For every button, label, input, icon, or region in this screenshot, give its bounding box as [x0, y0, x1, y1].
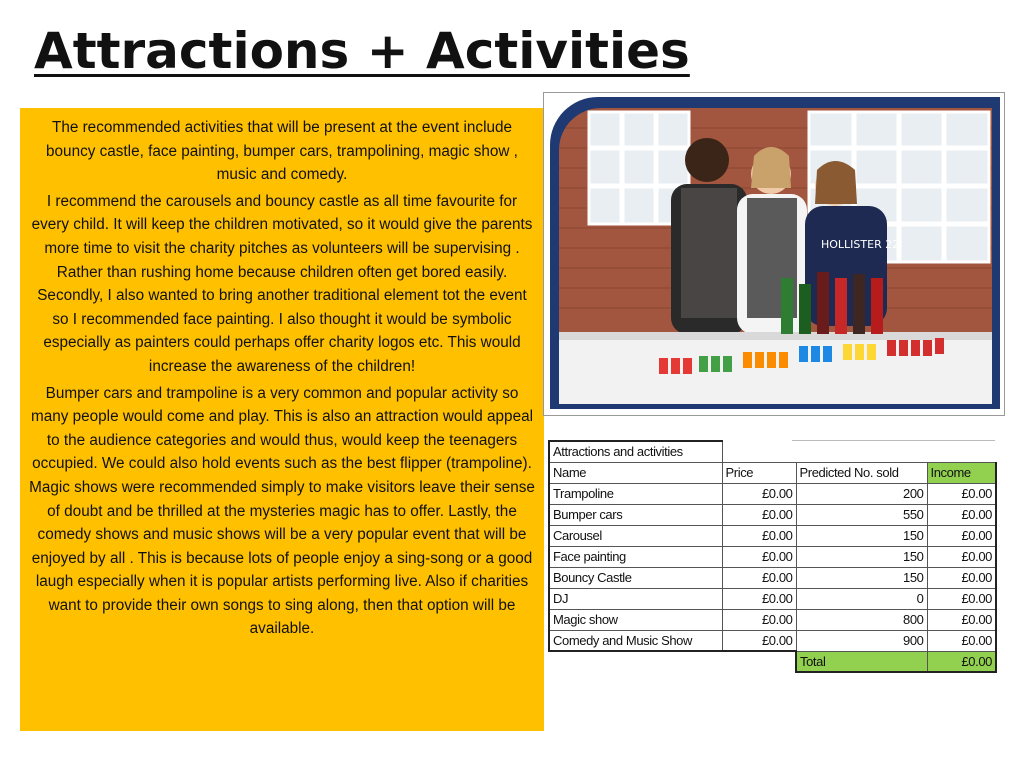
table-total-row: [549, 651, 996, 672]
row-predicted: 150: [796, 525, 927, 546]
row-income: £0.00: [927, 525, 996, 546]
table-row: [549, 483, 996, 504]
row-income: £0.00: [927, 609, 996, 630]
table-caption: Attractions and activities: [549, 441, 722, 462]
total-value: £0.00: [927, 651, 996, 672]
paragraph-recommendation: I recommend the carousels and bouncy castle as all time favourite for every child. It will keep the children motivated, so it would give the parents more time to visit the charity pitches as volunteers will be supervising . Rather than rushing home because children often get bored easily. Secondly, I also wanted to bring another traditional element tot the event so I recommended face painting. I also thought it would be symbolic especially as painters could perhaps offer charity logos etc. This would increase the awareness of the children!: [31, 192, 533, 375]
photo-frame: [550, 97, 1000, 409]
row-name: Face painting: [549, 546, 722, 567]
row-name: Comedy and Music Show: [549, 630, 722, 651]
row-name: Bouncy Castle: [549, 567, 722, 588]
row-price: £0.00: [722, 630, 796, 651]
description-textbox: [20, 108, 544, 731]
paragraph-intro: The recommended activities that will be present at the event include bouncy castle, face painting, bumper cars, trampolining, magic show , music and comedy.: [46, 119, 518, 184]
row-name: Trampoline: [549, 483, 722, 504]
photo-scene: [559, 108, 992, 404]
header-name: Name: [549, 462, 722, 483]
header-predicted: Predicted No. sold: [796, 462, 927, 483]
paragraph-details: Bumper cars and trampoline is a very common and popular activity so many people would come and play. This is also an attraction would appeal to the audience categories and would thus, would keep the teenagers occupied. We could also hold events such as the best flipper (trampoline). Magic shows were recommended simply to make visitors leave their sense of doubt and be thrilled at the mysteries magic has to offer. Lastly, the comedy shows and music shows will be a very popular event that will be enjoyed by all . This is because lots of people enjoy a sing-song or a good laugh especially when it is popular artists performing live. Also if charities want to provide their own songs to sing along, then that option will be available.: [29, 384, 535, 638]
row-predicted: 900: [796, 630, 927, 651]
row-price: £0.00: [722, 483, 796, 504]
table-caption-row: [549, 441, 996, 462]
table-row: [549, 609, 996, 630]
row-income: £0.00: [927, 483, 996, 504]
row-predicted: 800: [796, 609, 927, 630]
row-price: £0.00: [722, 567, 796, 588]
header-price: Price: [722, 462, 796, 483]
row-price: £0.00: [722, 609, 796, 630]
row-name: Bumper cars: [549, 504, 722, 525]
slide-title: Attractions + Activities: [34, 22, 690, 80]
table-row: [549, 588, 996, 609]
row-predicted: 550: [796, 504, 927, 525]
row-income: £0.00: [927, 567, 996, 588]
row-income: £0.00: [927, 546, 996, 567]
attractions-table: [548, 440, 997, 673]
event-photo: [543, 92, 1005, 416]
table-row: [549, 546, 996, 567]
row-name: DJ: [549, 588, 722, 609]
row-predicted: 0: [796, 588, 927, 609]
students-photo-illustration: [559, 108, 992, 404]
table-row: [549, 504, 996, 525]
total-label: Total: [796, 651, 927, 672]
header-income: Income: [927, 462, 996, 483]
table-row: [549, 525, 996, 546]
row-income: £0.00: [927, 588, 996, 609]
row-price: £0.00: [722, 588, 796, 609]
row-name: Carousel: [549, 525, 722, 546]
table-header-row: [549, 462, 996, 483]
income-table: [548, 440, 997, 673]
row-predicted: 150: [796, 546, 927, 567]
row-price: £0.00: [722, 504, 796, 525]
row-name: Magic show: [549, 609, 722, 630]
row-income: £0.00: [927, 630, 996, 651]
shirt-text: HOLLISTER 22: [821, 238, 900, 251]
table-row: [549, 567, 996, 588]
row-price: £0.00: [722, 546, 796, 567]
row-income: £0.00: [927, 504, 996, 525]
table-row: [549, 630, 996, 651]
row-price: £0.00: [722, 525, 796, 546]
row-predicted: 150: [796, 567, 927, 588]
row-predicted: 200: [796, 483, 927, 504]
